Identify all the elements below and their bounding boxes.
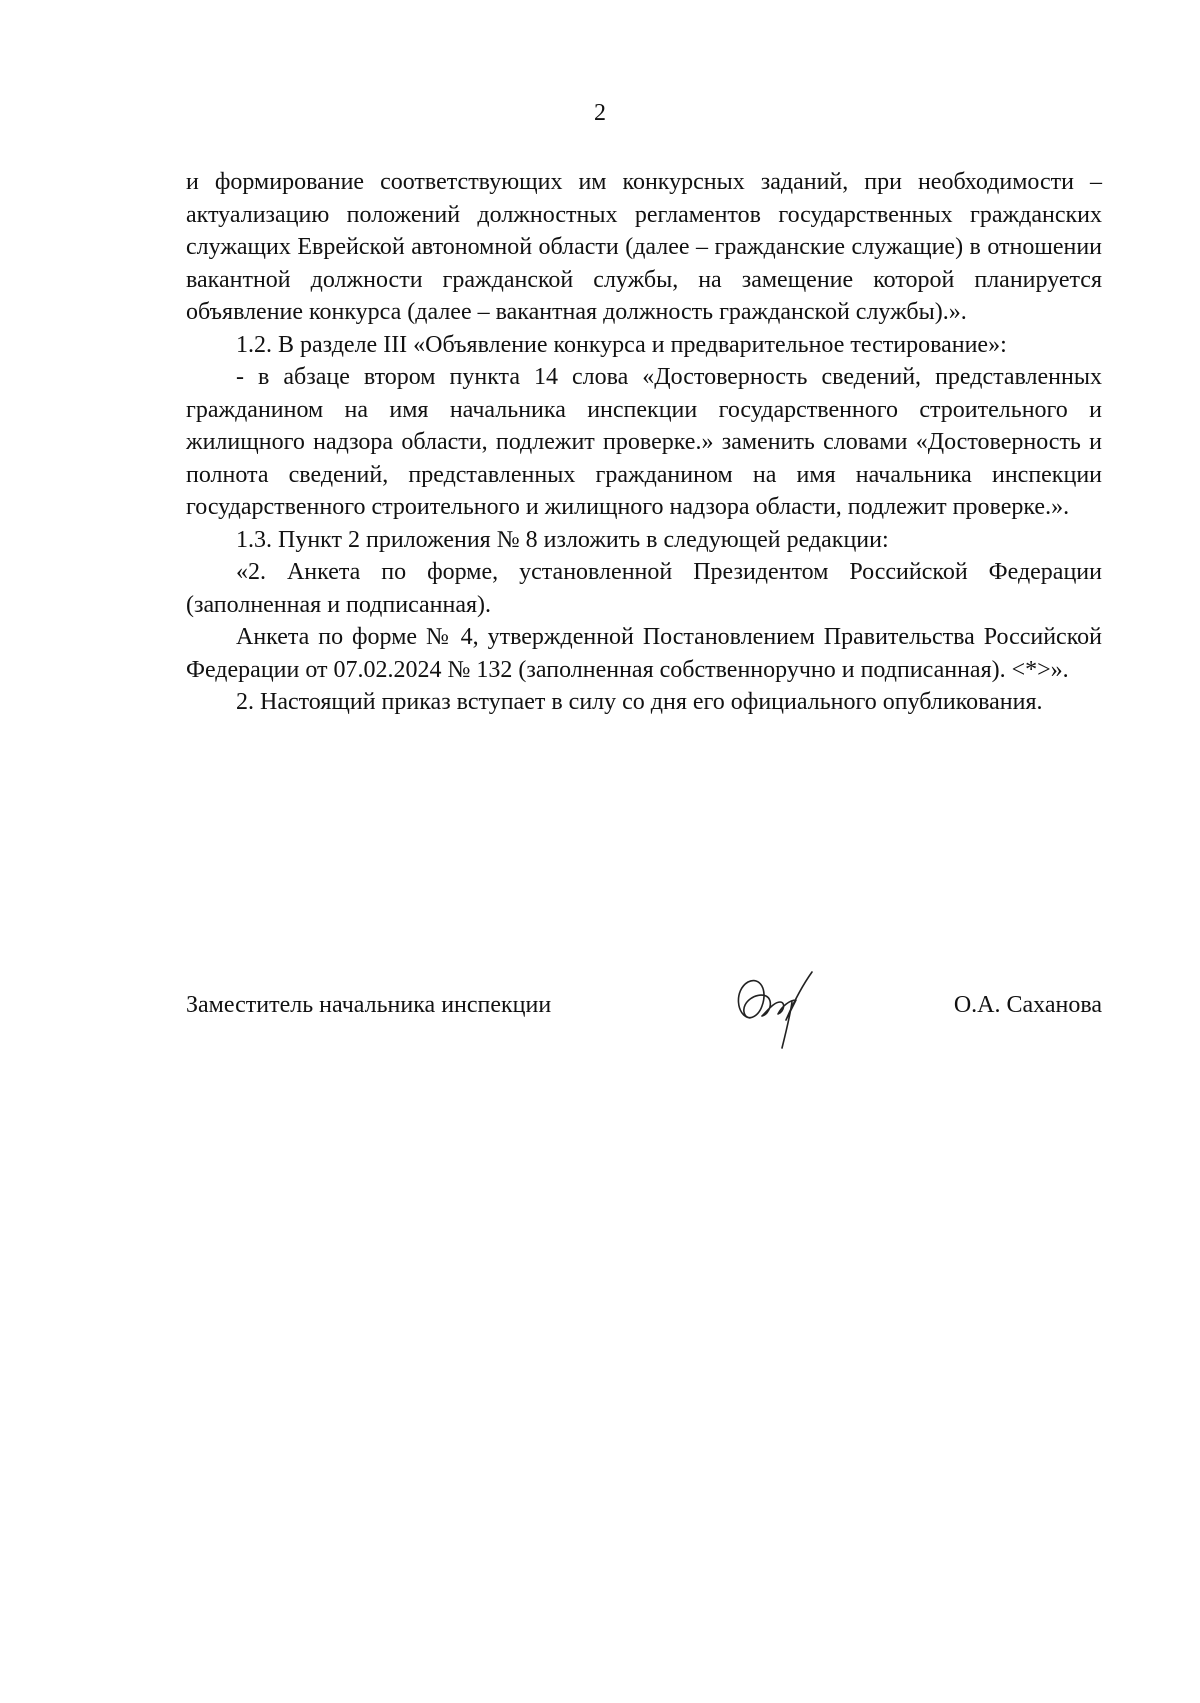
paragraph-1-2-item: - в абзаце втором пункта 14 слова «Достоверность сведений, представленных гражданином на имя начальника инспекции государственного строительного и жилищного надзора области, подлежит проверке.» заменить словами «Достоверность и полнота сведений, представленных гражданином на имя начальника инспекции государственного строительного и жилищного надзора области, подлежит проверке.».: [186, 364, 1102, 520]
paragraph-form-4: Анкета по форме № 4, утвержденной Постановлением Правительства Российской Федерации от 07.02.2024 № 132 (заполненная собственноручно и подписанная). <*>».: [186, 624, 1102, 683]
paragraph-item-2: «2. Анкета по форме, установленной Президентом Российской Федерации (заполненная и подписанная).: [186, 559, 1102, 618]
paragraph-1-2: 1.2. В разделе III «Объявление конкурса и предварительное тестирование»:: [236, 331, 1007, 358]
page-number: 2: [594, 100, 606, 126]
paragraph-2: 2. Настоящий приказ вступает в силу со дня его официального опубликования.: [236, 689, 1043, 715]
paragraph-1-3: 1.3. Пункт 2 приложения № 8 изложить в следующей редакции:: [236, 526, 889, 553]
signatory-name: О.А. Саханова: [953, 992, 1102, 1018]
paragraph-continuation: и формирование соответствующих им конкурсных заданий, при необходимости – актуализацию положений должностных регламентов государственных гражданских служащих Еврейской автономной области (далее – гражданские служащие) в отношении вакантной должности гражданской службы, на замещение которой планируется объявление конкурса (далее – вакантная должность гражданской службы).».: [186, 169, 1102, 325]
signature-block: [186, 982, 1102, 1042]
handwritten-signature: [722, 956, 832, 1056]
signatory-position: Заместитель начальника инспекции: [186, 992, 552, 1018]
document-body: [186, 166, 1102, 719]
